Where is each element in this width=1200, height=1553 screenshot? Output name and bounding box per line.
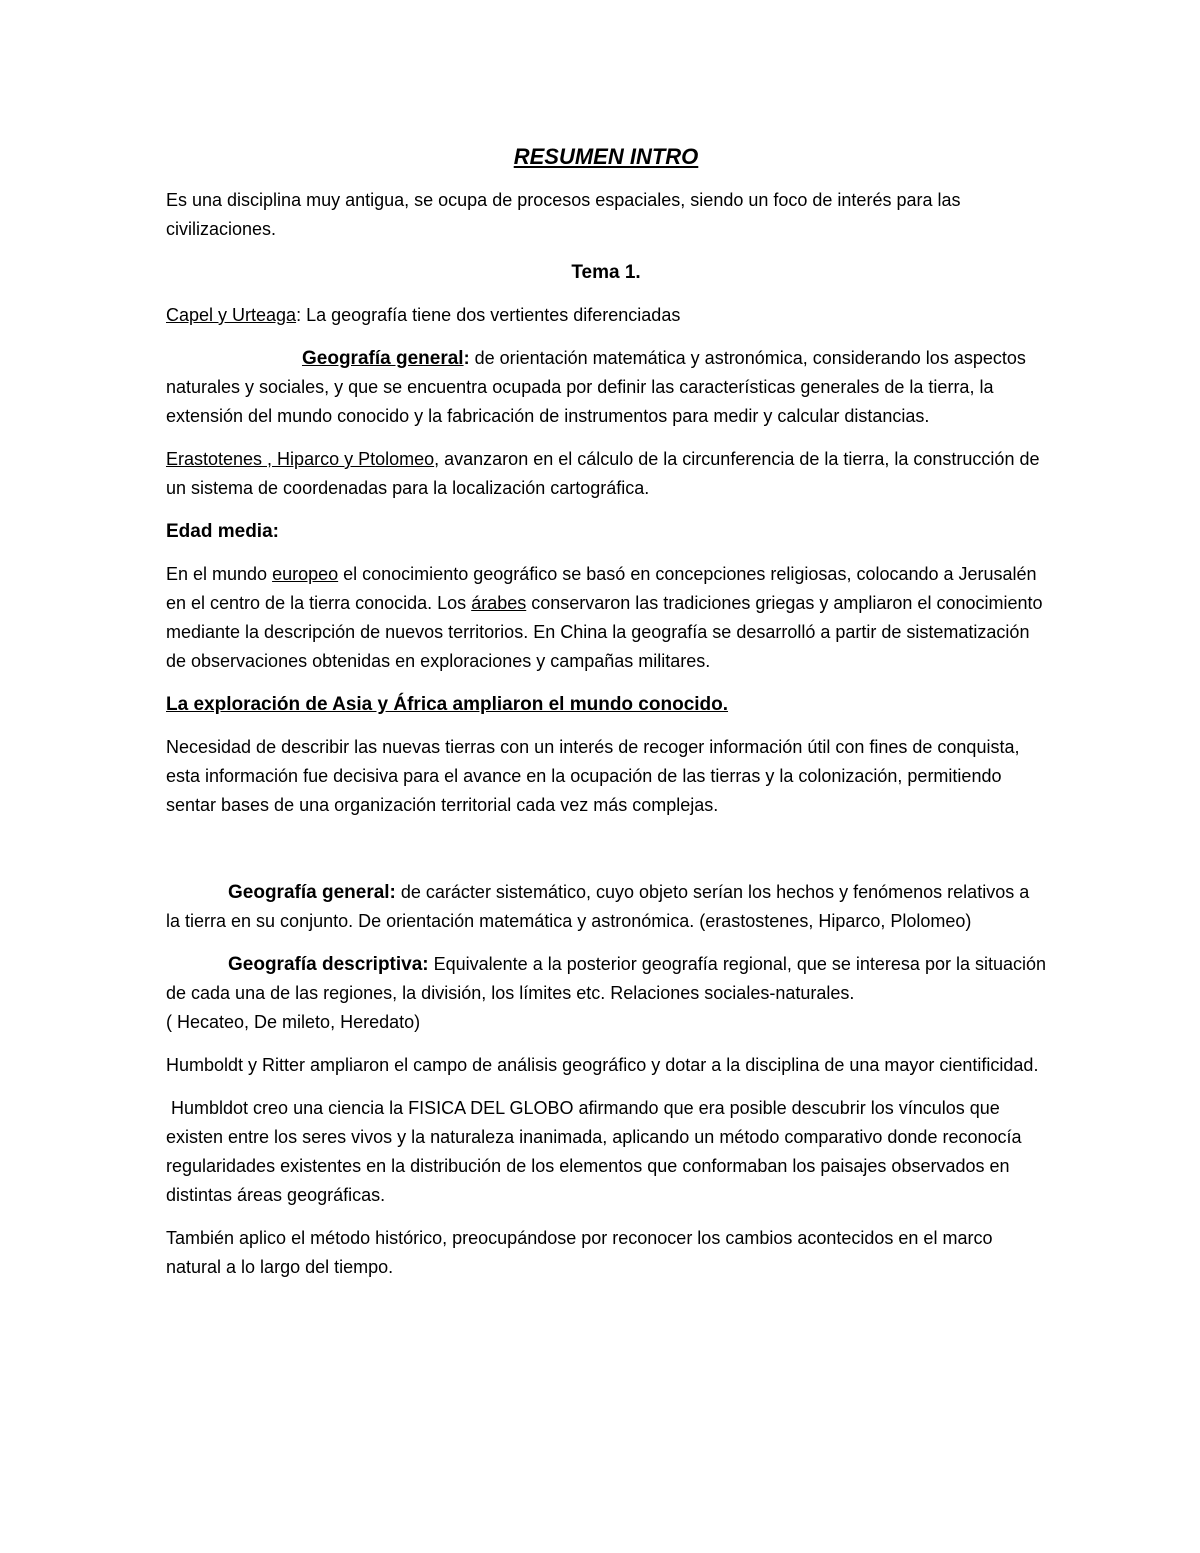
geo-general-text-1: de orientación matemática y astronómica, considerando los aspectos naturales y sociales, y que se encuentra ocupada por definir las características generales de la tierra, la extensión del mundo conocido y la fabricación de instrumentos para medir y calcular distancias. (166, 348, 1026, 426)
tema-heading: Tema 1. (571, 262, 641, 283)
edad-media-text-1: En el mundo (166, 564, 273, 584)
europeo-link-text: europeo (272, 564, 339, 584)
tambien-paragraph: También aplico el método histórico, preocupándose por reconocer los cambios acontecidos en el marco natural a lo largo del tiempo. (166, 1228, 993, 1277)
erastotenes-authors: Erastotenes , Hiparco y Ptolomeo (166, 449, 435, 469)
humbldot-paragraph: Humbldot creo una ciencia la FISICA DEL GLOBO afirmando que era posible descubrir los vínculos que existen entre los seres vivos y la naturaleza inanimada, aplicando un método comparativo donde reconocía regularidades existentes en la distribución de los elementos que conformaban los paisajes observados en distintas áreas geográficas. (166, 1098, 1027, 1205)
geo-descriptiva-paragraph (166, 950, 1046, 1037)
geo-general-paragraph-1 (166, 344, 1046, 431)
capel-paragraph (166, 301, 1046, 330)
edad-media-heading: Edad media: (166, 521, 279, 542)
capel-authors: Capel y Urteaga (166, 305, 297, 325)
geo-general-text-2: de carácter sistemático, cuyo objeto serían los hechos y fenómenos relativos a la tierra en su conjunto. De orientación matemática y astronómica. (erastostenes, Hiparco, Plolomeo) (166, 882, 1030, 931)
edad-media-paragraph (166, 560, 1046, 676)
blank-space (166, 834, 1046, 878)
edad-media-text-2: el conocimiento geográfico se basó en concepciones religiosas, colocando a Jerusalén en el centro de la tierra conocida. Los (166, 564, 1037, 613)
arabes-text: árabes (471, 593, 527, 613)
exploracion-paragraph: Necesidad de describir las nuevas tierras con un interés de recoger información útil con fines de conquista, esta información fue decisiva para el avance en la ocupación de las tierras y la colonización, permitiendo sentar bases de una organización territorial cada vez más complejas. (166, 737, 1020, 815)
geo-descriptiva-authors: ( Hecateo, De mileto, Heredato) (166, 1012, 421, 1032)
geo-general-colon-1: : (463, 348, 470, 368)
geo-general-paragraph-2 (166, 878, 1046, 936)
exploracion-heading: La exploración de Asia y África ampliaron el mundo conocido. (166, 694, 729, 715)
geo-general-term-1: Geografía general (302, 348, 464, 369)
capel-text: : La geografía tiene dos vertientes diferenciadas (296, 305, 681, 325)
geo-descriptiva-text: Equivalente a la posterior geografía regional, que se interesa por la situación de cada una de las regiones, la división, los límites etc. Relaciones sociales-naturales. (166, 954, 1047, 1003)
geo-general-term-2: Geografía general: (228, 882, 396, 903)
geo-descriptiva-term: Geografía descriptiva: (228, 954, 429, 975)
humboldt-ritter-paragraph: Humboldt y Ritter ampliaron el campo de análisis geográfico y dotar a la disciplina de una mayor cientificidad. (166, 1055, 1039, 1075)
erastotenes-paragraph (166, 445, 1046, 503)
erastotenes-text: , avanzaron en el cálculo de la circunferencia de la tierra, la construcción de un sistema de coordenadas para la localización cartográfica. (166, 449, 1040, 498)
edad-media-text-3: conservaron las tradiciones griegas y ampliaron el conocimiento mediante la descripción de nuevos territorios. En China la geografía se desarrolló a partir de sistematización de observaciones obtenidas en exploraciones y campañas militares. (166, 593, 1043, 671)
document-page (166, 140, 1046, 1296)
intro-paragraph: Es una disciplina muy antigua, se ocupa de procesos espaciales, siendo un foco de interés para las civilizaciones. (166, 190, 961, 239)
document-title: RESUMEN INTRO (513, 144, 699, 169)
